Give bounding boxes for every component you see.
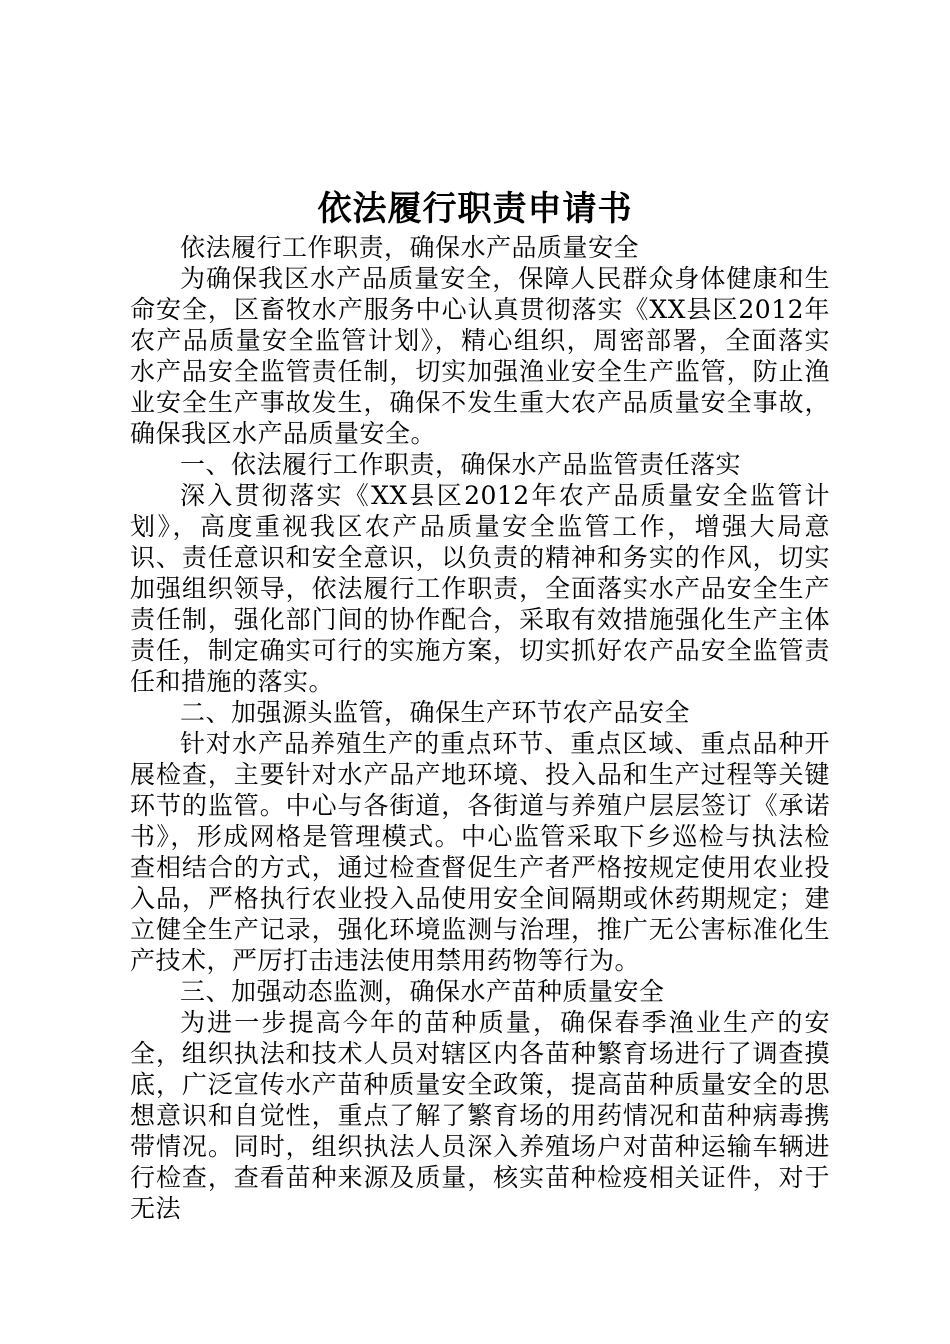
document-title: 依法履行职责申请书 [317,189,633,229]
section-heading-1: 一、依法履行工作职责，确保水产品监管责任落实 [180,450,742,479]
paragraph-intro: 为确保我区水产品质量安全，保障人民群众身体健康和生命安全，区畜牧水产服务中心认真贯彻落实《XX县区2012年农产品质量安全监管计划》，精心组织，周密部署，全面落实水产品安全监管责任制，切实加强渔业安全生产监管，防止渔业安全生产事故发生，确保不发生重大农产品质量安全事故，确保我区水产品质量安全。 [130,264,830,448]
paragraph-subtitle: 依法履行工作职责，确保水产品质量安全 [180,233,640,262]
section-heading-2: 二、加强源头监管，确保生产环节农产品安全 [180,698,691,727]
paragraph-section-2: 针对水产品养殖生产的重点环节、重点区域、重点品种开展检查，主要针对水产品产地环境、投入品和生产过程等关键环节的监管。中心与各街道，各街道与养殖户层层签订《承诺书》，形成网格是管理模式。中心监管采取下乡巡检与执法检查相结合的方式，通过检查督促生产者严格按规定使用农业投入品，严格执行农业投入品使用安全间隔期或休药期规定；建立健全生产记录，强化环境监测与治理，推广无公害标准化生产技术，严厉打击违法使用禁用药物等行为。 [130,729,830,975]
paragraph-section-1: 深入贯彻落实《XX县区2012年农产品质量安全监管计划》，高度重视我区农产品质量安全监管工作，增强大局意识、责任意识和安全意识，以负责的精神和务实的作风，切实加强组织领导，依法履行工作职责，全面落实水产品安全生产责任制，强化部门间的协作配合，采取有效措施强化生产主体责任，制定确实可行的实施方案，切实抓好农产品安全监管责任和措施的落实。 [130,481,830,696]
paragraph-section-3: 为进一步提高今年的苗种质量，确保春季渔业生产的安全，组织执法和技术人员对辖区内各苗种繁育场进行了调查摸底，广泛宣传水产苗种质量安全政策，提高苗种质量安全的思想意识和自觉性，重点了解了繁育场的用药情况和苗种病毒携带情况。同时，组织执法人员深入养殖场户对苗种运输车辆进行检查，查看苗种来源及质量，核实苗种检疫相关证件，对于无法 [130,1008,830,1223]
document-body [130,232,830,1224]
section-heading-3: 三、加强动态监测，确保水产苗种质量安全 [180,977,665,1006]
